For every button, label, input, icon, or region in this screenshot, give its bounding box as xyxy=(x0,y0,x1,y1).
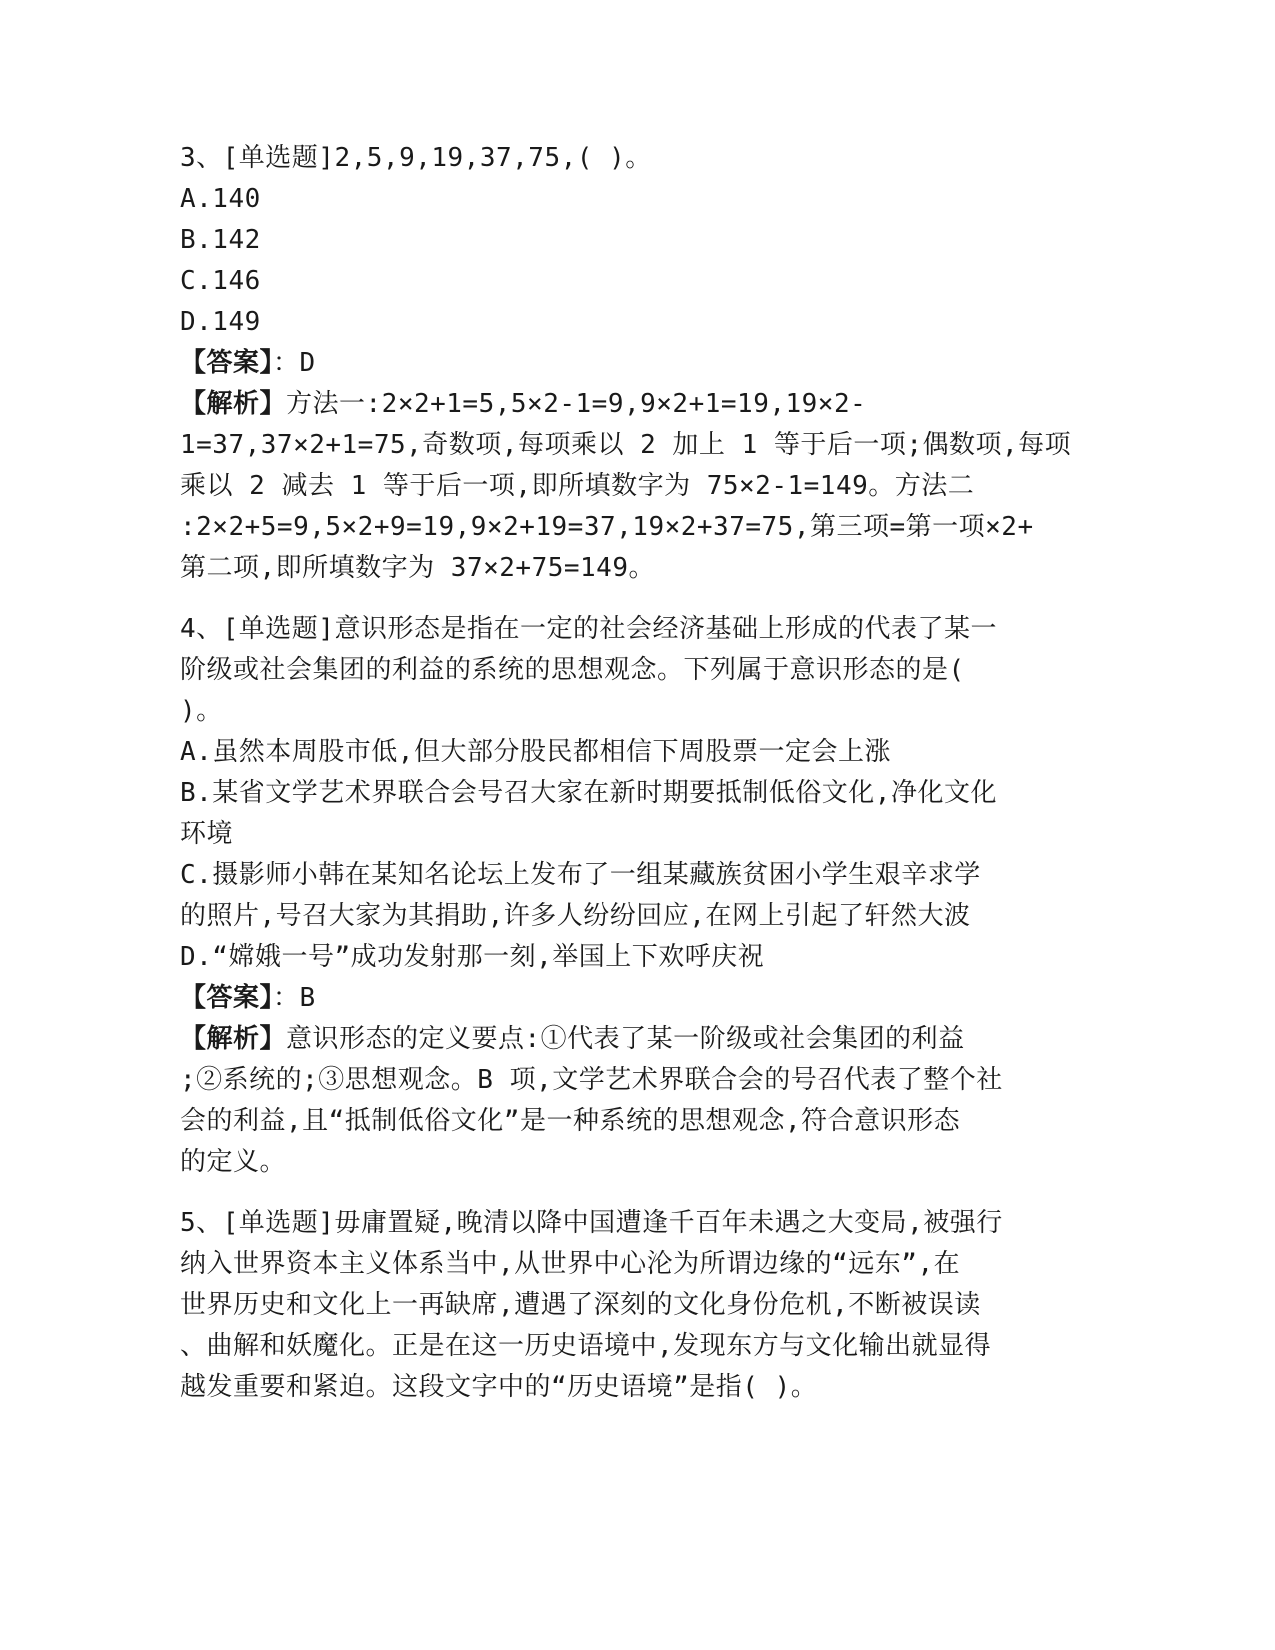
analysis-text: 乘以 2 减去 1 等于后一项,即所填数字为 75×2-1=149。方法二 xyxy=(180,471,975,501)
question-3 xyxy=(180,138,1072,589)
question-4 xyxy=(180,609,1060,1183)
option-a: A.140 xyxy=(180,184,261,214)
analysis-text: 的定义。 xyxy=(180,1147,287,1177)
question-stem: 4、[单选题]意识形态是指在一定的社会经济基础上形成的代表了某一 xyxy=(180,614,997,644)
question-stem: 越发重要和紧迫。这段文字中的“历史语境”是指( )。 xyxy=(180,1372,818,1402)
analysis-text: 会的利益,且“抵制低俗文化”是一种系统的思想观念,符合意识形态 xyxy=(180,1106,961,1136)
analysis-line xyxy=(180,384,1060,425)
question-stem: 、曲解和妖魔化。正是在这一历史语境中,发现东方与文化输出就显得 xyxy=(180,1331,992,1361)
analysis-text: ;②系统的;③思想观念。B 项,文学艺术界联合会的号召代表了整个社 xyxy=(180,1065,1003,1095)
question-stem: 5、[单选题]毋庸置疑,晚清以降中国遭逢千百年未遇之大变局,被强行 xyxy=(180,1208,1003,1238)
analysis-text: 第二项,即所填数字为 37×2+75=149。 xyxy=(180,553,655,583)
analysis-text: 意识形态的定义要点:①代表了某一阶级或社会集团的利益 xyxy=(286,1024,965,1054)
option-c: C.摄影师小韩在某知名论坛上发布了一组某藏族贫困小学生艰辛求学 xyxy=(180,860,981,890)
analysis-text: :2×2+5=9,5×2+9=19,9×2+19=37,19×2+37=75,第三项=第一项×2+ xyxy=(180,512,1034,542)
question-stem: 世界历史和文化上一再缺席,遭遇了深刻的文化身份危机,不断被误读 xyxy=(180,1290,981,1320)
option-c-continued: 的照片,号召大家为其捐助,许多人纷纷回应,在网上引起了轩然大波 xyxy=(180,901,971,931)
analysis-label: 【解析】 xyxy=(180,1024,287,1054)
question-stem: 纳入世界资本主义体系当中,从世界中心沦为所谓边缘的“远东”,在 xyxy=(180,1249,961,1279)
answer-label: 【答案】 xyxy=(180,983,274,1013)
analysis-label: 【解析】 xyxy=(180,389,287,419)
analysis-text: 方法一:2×2+1=5,5×2-1=9,9×2+1=19,19×2- xyxy=(286,389,867,419)
option-b: B.142 xyxy=(180,225,261,255)
option-b-continued: 环境 xyxy=(180,819,234,849)
answer-line xyxy=(180,978,1060,1019)
question-stem: 3、[单选题]2,5,9,19,37,75,( )。 xyxy=(180,143,652,173)
option-a: A.虽然本周股市低,但大部分股民都相信下周股票一定会上涨 xyxy=(180,737,891,767)
answer-value: ：B xyxy=(273,983,316,1013)
question-stem: )。 xyxy=(180,696,223,726)
option-d: D.149 xyxy=(180,307,261,337)
analysis-line xyxy=(180,1019,1060,1060)
question-spacer xyxy=(180,1183,1060,1203)
question-5 xyxy=(180,1203,1060,1408)
question-stem: 阶级或社会集团的利益的系统的思想观念。下列属于意识形态的是( xyxy=(180,655,965,685)
answer-value: ：D xyxy=(273,348,316,378)
answer-label: 【答案】 xyxy=(180,348,274,378)
question-spacer xyxy=(180,589,1060,609)
option-d: D.“嫦娥一号”成功发射那一刻,举国上下欢呼庆祝 xyxy=(180,942,765,972)
option-c: C.146 xyxy=(180,266,261,296)
option-b: B.某省文学艺术界联合会号召大家在新时期要抵制低俗文化,净化文化 xyxy=(180,778,997,808)
document-page xyxy=(180,138,1072,1408)
analysis-text: 1=37,37×2+1=75,奇数项,每项乘以 2 加上 1 等于后一项;偶数项,每项 xyxy=(180,430,1072,460)
answer-line xyxy=(180,343,1060,384)
